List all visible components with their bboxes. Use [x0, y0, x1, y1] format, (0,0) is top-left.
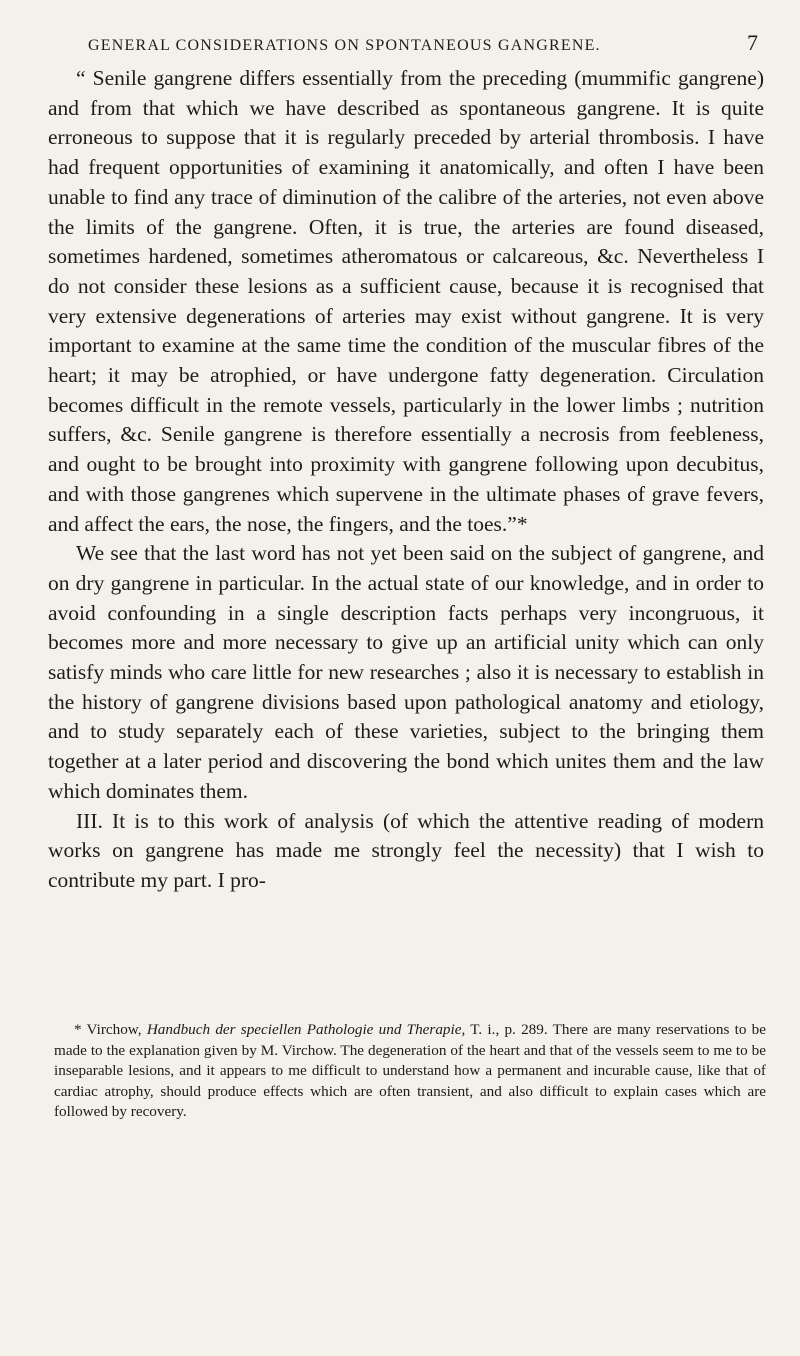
- footnote-text: [54, 1020, 766, 1123]
- footnote-marker-author: * Virchow,: [74, 1021, 142, 1038]
- footnote-body: T. i., p. 289. There are many reservations to be made to the explanation given by M. Virchow. The degeneration of the heart and that of the vessels seem to me to be inseparable lesions, and it appears to me difficult to understand how a permanent and incurable cause, like that of cardiac atrophy, should produce effects which are often transient, and also difficult to explain cases which are followed by recovery.: [54, 1021, 766, 1120]
- paragraph-section-iii: III. It is to this work of analysis (of which the attentive reading of modern works on gangrene has made me strongly feel the necessity) that I wish to contribute my part. I pro-: [48, 808, 764, 892]
- footnote-book-title: Handbuch der speciellen Pathologie und Therapie,: [146, 1021, 466, 1038]
- paragraph-quote-virchow: “ Senile gangrene differs essentially from the preceding (mummific gangrene) and from that which we have described as spontaneous gangrene. It is quite erroneous to suppose that it is regularly preceded by arterial thrombosis. I have had frequent opportunities of examining it anatomically, and often I have been unable to find any trace of diminution of the calibre of the arteries, not even above the limits of the gangrene. Often, it is true, the arteries are found diseased, sometimes hardened, sometimes atheromatous or calcareous, &c. Nevertheless I do not consider these lesions as a sufficient cause, because it is recognised that very extensive degenerations of arteries may exist without gangrene. It is very important to examine at the same time the condition of the muscular fibres of the heart; it may be atrophied, or have undergone fatty degeneration. Circulation becomes difficult in the remote vessels, particularly in the lower limbs ; nutrition suffers, &c. Senile gangrene is therefore essentially a necrosis from feebleness, and ought to be brought into proximity with gangrene following upon decubitus, and with those gangrenes which supervene in the ultimate phases of grave fevers, and affect the ears, the nose, the fingers, and the toes.”*: [48, 66, 764, 536]
- footnote: [54, 1020, 766, 1123]
- page-number: 7: [747, 30, 758, 55]
- body-text: [48, 64, 764, 896]
- page-header: [50, 30, 770, 56]
- running-head: GENERAL CONSIDERATIONS ON SPONTANEOUS GANGRENE.: [88, 37, 601, 54]
- paragraph-dry-gangrene: We see that the last word has not yet been said on the subject of gangrene, and on dry gangrene in particular. In the actual state of our knowledge, and in order to avoid confounding in a single description facts perhaps very incongruous, it becomes more and more necessary to give up an artificial unity which can only satisfy minds who care little for new researches ; also it is necessary to establish in the history of gangrene divisions based upon pathological anatomy and etiology, and to study separately each of these varieties, subject to the bringing them together at a later period and discovering the bond which unites them and the law which dominates them.: [48, 541, 764, 803]
